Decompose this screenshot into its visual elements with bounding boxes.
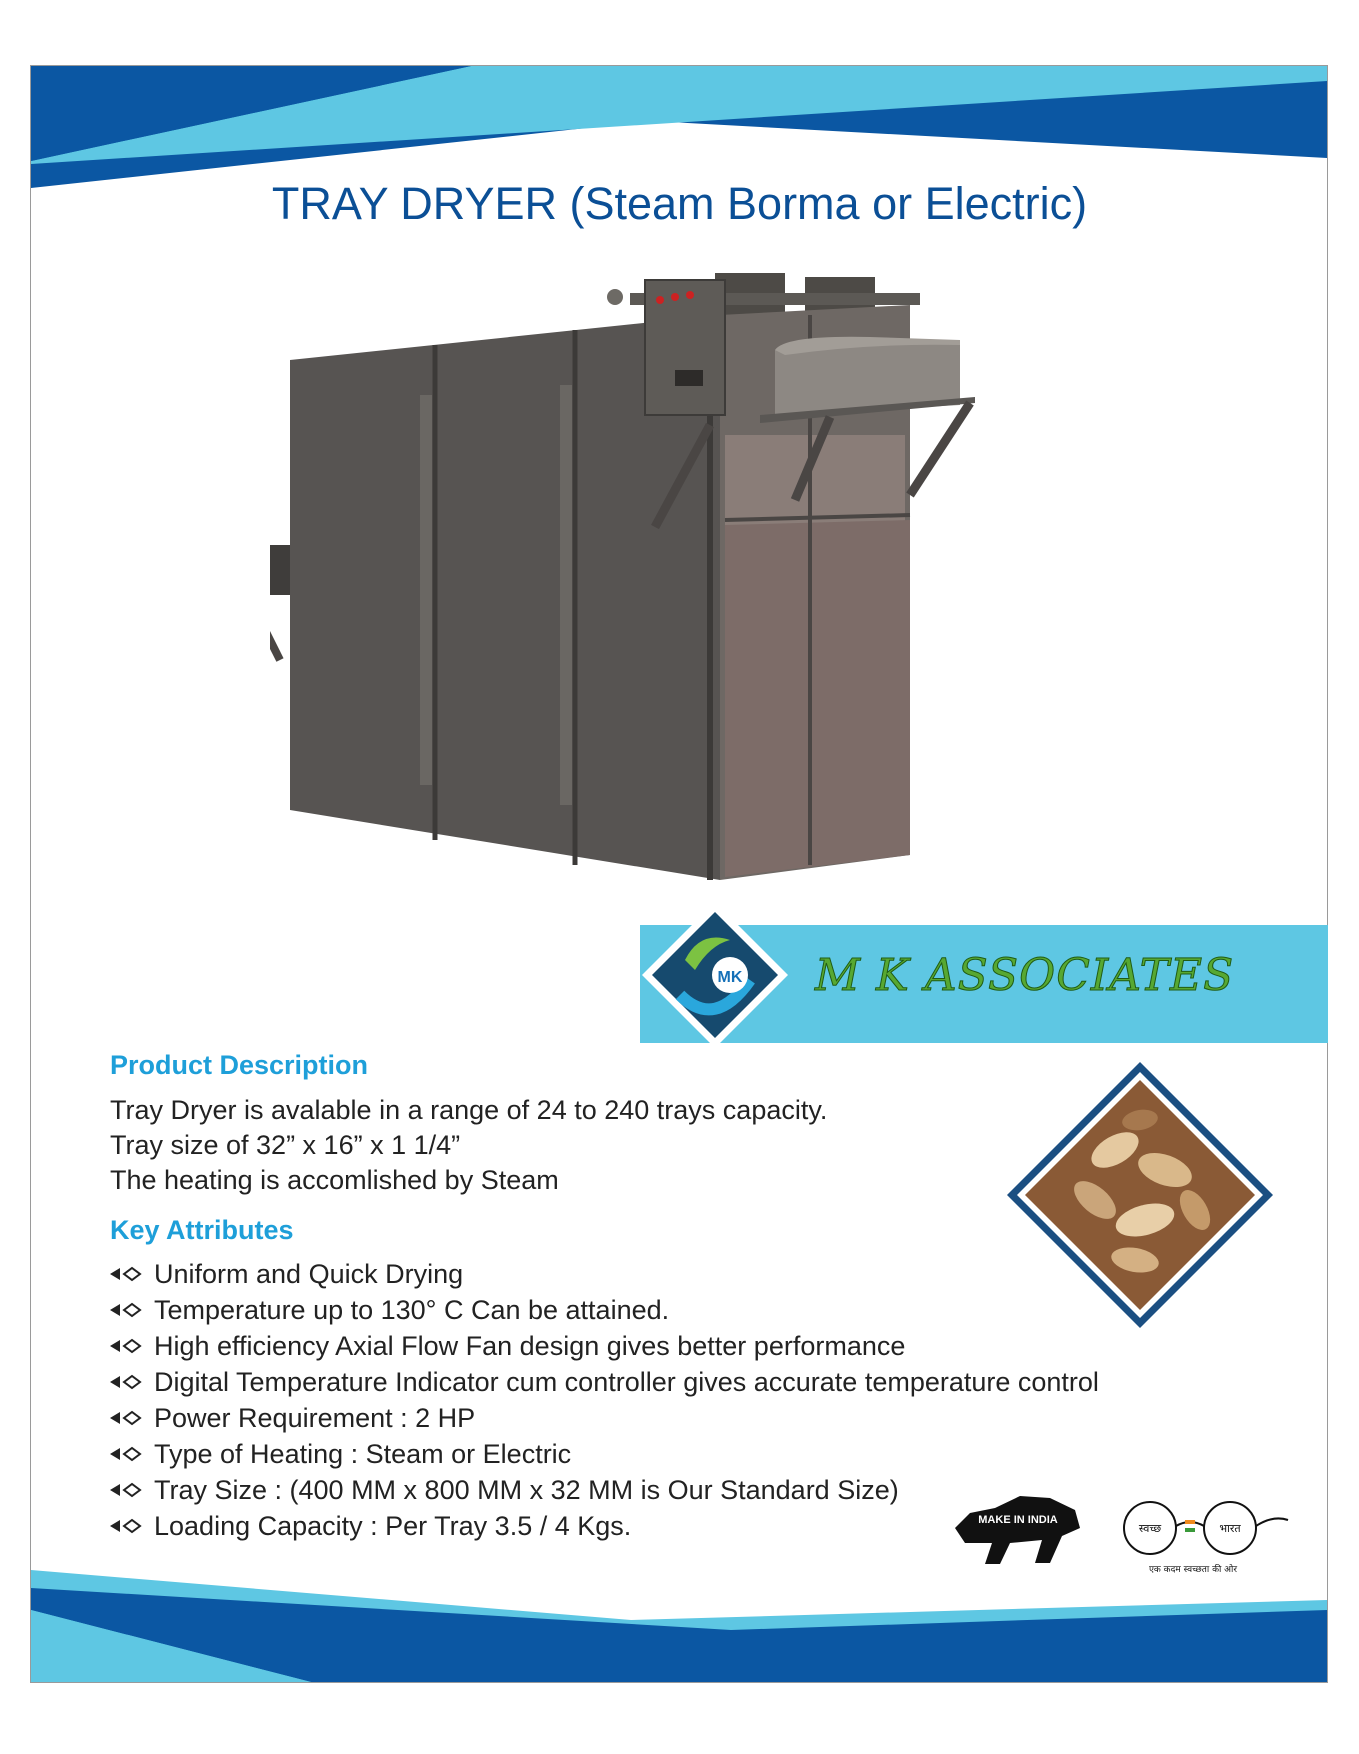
arrow-bullet-icon	[110, 1266, 146, 1282]
attribute-text: Type of Heating : Steam or Electric	[154, 1438, 572, 1469]
arrow-bullet-icon	[110, 1374, 146, 1390]
arrow-bullet-icon	[110, 1446, 146, 1462]
description-line: The heating is accomlished by Steam	[110, 1165, 559, 1195]
mk-associates-logo	[640, 900, 790, 1050]
arrow-bullet-icon	[110, 1338, 146, 1354]
company-name: M K ASSOCIATES	[815, 950, 1235, 1001]
swachh-bharat-logo	[1105, 1490, 1290, 1580]
arrow-bullet-icon	[110, 1410, 146, 1426]
attribute-item	[110, 1400, 1099, 1436]
attribute-item	[110, 1328, 1099, 1364]
svg-text:एक कदम स्वच्छता की ओर: एक कदम स्वच्छता की ओर	[1148, 1565, 1238, 1575]
attribute-item	[110, 1256, 1099, 1292]
attribute-text: Power Requirement : 2 HP	[154, 1402, 476, 1433]
attribute-item	[110, 1292, 1099, 1328]
make-in-india-logo	[950, 1488, 1085, 1568]
arrow-bullet-icon	[110, 1482, 146, 1498]
svg-text:भारत: भारत	[1219, 1522, 1241, 1535]
svg-text:स्वच्छ: स्वच्छ	[1138, 1522, 1162, 1535]
attribute-text: Loading Capacity : Per Tray 3.5 / 4 Kgs.	[154, 1510, 632, 1541]
arrow-bullet-icon	[110, 1518, 146, 1534]
attribute-text: Uniform and Quick Drying	[154, 1258, 464, 1289]
bottom-footer-band	[31, 1570, 1327, 1682]
product-description-heading: Product Description	[110, 1050, 369, 1080]
top-header-band	[31, 66, 1327, 188]
attribute-item	[110, 1436, 1099, 1472]
attribute-item	[110, 1364, 1099, 1400]
key-attributes-heading: Key Attributes	[110, 1215, 294, 1245]
attribute-text: Temperature up to 130° C Can be attained.	[154, 1294, 670, 1325]
arrow-bullet-icon	[110, 1302, 146, 1318]
tray-dryer-machine-image	[270, 265, 1100, 880]
description-line: Tray size of 32” x 16” x 1 1/4”	[110, 1130, 461, 1160]
cashew-product-image	[1005, 1060, 1275, 1330]
attribute-text: High efficiency Axial Flow Fan design gives better performance	[154, 1330, 906, 1361]
svg-text:MAKE IN INDIA: MAKE IN INDIA	[978, 1514, 1058, 1526]
page-title: TRAY DRYER (Steam Borma or Electric)	[271, 178, 1088, 229]
description-line: Tray Dryer is avalable in a range of 24 to 240 trays capacity.	[110, 1095, 828, 1125]
svg-text:MK: MK	[717, 969, 743, 986]
attribute-text: Digital Temperature Indicator cum controller gives accurate temperature control	[154, 1366, 1099, 1397]
attribute-text: Tray Size : (400 MM x 800 MM x 32 MM is Our Standard Size)	[154, 1474, 899, 1505]
